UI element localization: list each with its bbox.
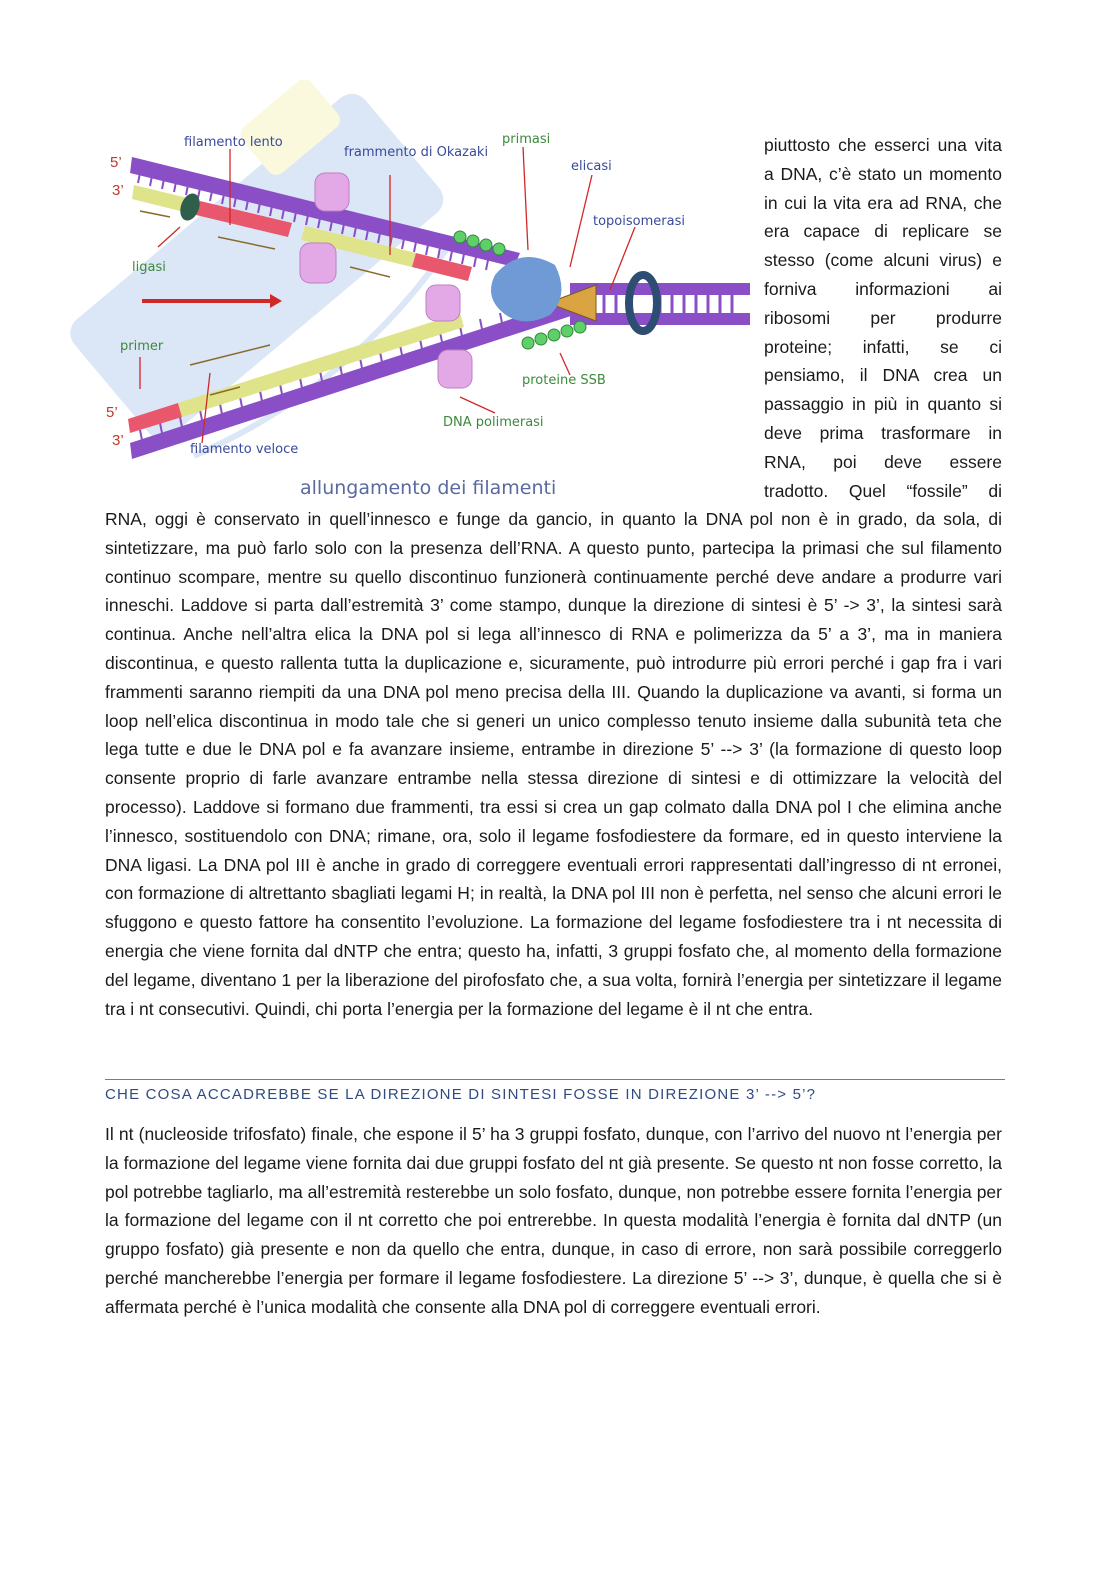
label-frammento-okazaki: frammento di Okazaki (344, 145, 489, 160)
label-ligasi: ligasi (132, 260, 166, 275)
replication-fork-figure (100, 125, 758, 510)
label-primasi: primasi (502, 132, 551, 147)
label-primer: primer (120, 339, 164, 354)
label-topoisomerasi: topoisomerasi (593, 214, 685, 229)
label-3prime-top: 3’ (112, 182, 124, 199)
side-paragraph: piuttosto che esserci una vita a DNA, c’è stato un momento in cui la vita era ad RNA, che era capace di replicare se stesso (come alcuni virus) e forniva informazioni ai ribosomi per produrre proteine; infatti, se ci pensiamo, il DNA crea un passaggio in più in quanto si deve prima trasformare in RNA, poi deve essere tradotto. Quel “fossile” di (764, 135, 1002, 501)
label-elicasi: elicasi (571, 159, 612, 174)
label-filamento-veloce: filamento veloce (190, 442, 299, 457)
label-5prime-top: 5’ (110, 154, 122, 171)
label-dna-polimerasi: DNA polimerasi (443, 415, 544, 430)
section-paragraph: Il nt (nucleoside trifosfato) finale, che espone il 5’ ha 3 gruppi fosfato, dunque, con l’arrivo del nuovo nt l’energia per la formazione del legame viene fornita dai due gruppi fosfato del nt già presente. Se questo nt non fosse corretto, la pol potrebbe tagliarlo, ma all’estremità resterebbe un solo fosfato, dunque, non potrebbe essere fornita l’energia per la formazione del legame con il nt corretto che poi entrerebbe. In questa modalità l’energia è fornita dal dNTP (un gruppo fosfato) già presente e non da quello che entra, dunque, in caso di errore, non sarà possibile correggerlo perché mancherebbe l’energia per formare il legame fosfodiestere. La direzione 5’ --> 3’, dunque, è quella che si è affermata perché è l’unica modalità che consente alla DNA pol di correggere eventuali errori. (105, 1124, 1002, 1317)
figure-caption: allungamento dei filamenti (300, 477, 557, 499)
main-paragraph: RNA, oggi è conservato in quell’innesco e funge da gancio, in quanto la DNA pol non è in grado, da sola, di sintetizzare, ma può farlo solo con la presenza dell’RNA. A questo punto, partecipa la primasi che sul filamento continuo scompare, mentre su quello discontinuo funzionerà continuamente perché deve andare a produrre vari inneschi. Laddove si parta dall’estremità 3’ come stampo, dunque la direzione di sintesi è 5’ -> 3’, la sintesi sarà continua. Anche nell’altra elica la DNA pol si lega all’innesco di RNA e polimerizza da 5’ a 3’, ma in maniera discontinua, e questo rallenta tutta la duplicazione e, sicuramente, può introdurre più errori perché i gap fra i vari frammenti saranno riempiti da una DNA pol meno precisa della III. Quando la duplicazione va avanti, si forma un loop nell’elica discontinua in modo tale che si generi un unico complesso tenuto insieme dalla subunità teta che lega tutte e due le DNA pol e fa avanzare insieme, entrambe in direzione 5’ --> 3’ (la formazione di questo loop consente proprio di farle avanzare entrambe nella stessa direzione di sintesi e di ottimizzare la velocità del processo). Laddove si formano due frammenti, tra essi si crea un gap colmato dalla DNA pol I che elimina anche l’innesco, sostituendolo con DNA; rimane, ora, solo il legame fosfodiestere da formare, ed in questo interviene la DNA ligasi. La DNA pol III è anche in grado di correggere eventuali errori rappresentati dall’ingresso di nt erronei, con formazione di altrettanto sbagliati legami H; in realtà, la DNA pol III non è perfetta, nel senso che alcuni errori le sfuggono e questo fattore ha consentito l’evoluzione. La formazione del legame fosfodiestere tra i nt necessita di energia che viene fornita dal dNTP che entra; questo ha, infatti, 3 gruppi fosfato che, al momento della formazione del legame, diventano 1 per la liberazione del pirofosfato che, a sua volta, fornirà l’energia per sintetizzare il legame tra i nt consecutivi. Quindi, chi porta l’energia per la formazione del legame è il nt che entra. (105, 509, 1002, 1019)
section-heading: CHE COSA ACCADREBBE SE LA DIREZIONE DI SINTESI FOSSE IN DIREZIONE 3’ --> 5’? (105, 1079, 1005, 1103)
label-5prime-bottom: 5’ (106, 404, 118, 421)
label-filamento-lento: filamento lento (184, 135, 283, 150)
label-proteine-ssb: proteine SSB (522, 373, 606, 388)
replication-fork-diagram (100, 125, 758, 510)
leading-template-strand (128, 300, 574, 459)
polymerase-shapes (300, 173, 472, 388)
primase-shape (491, 257, 561, 321)
label-3prime-bottom: 3’ (112, 432, 124, 449)
